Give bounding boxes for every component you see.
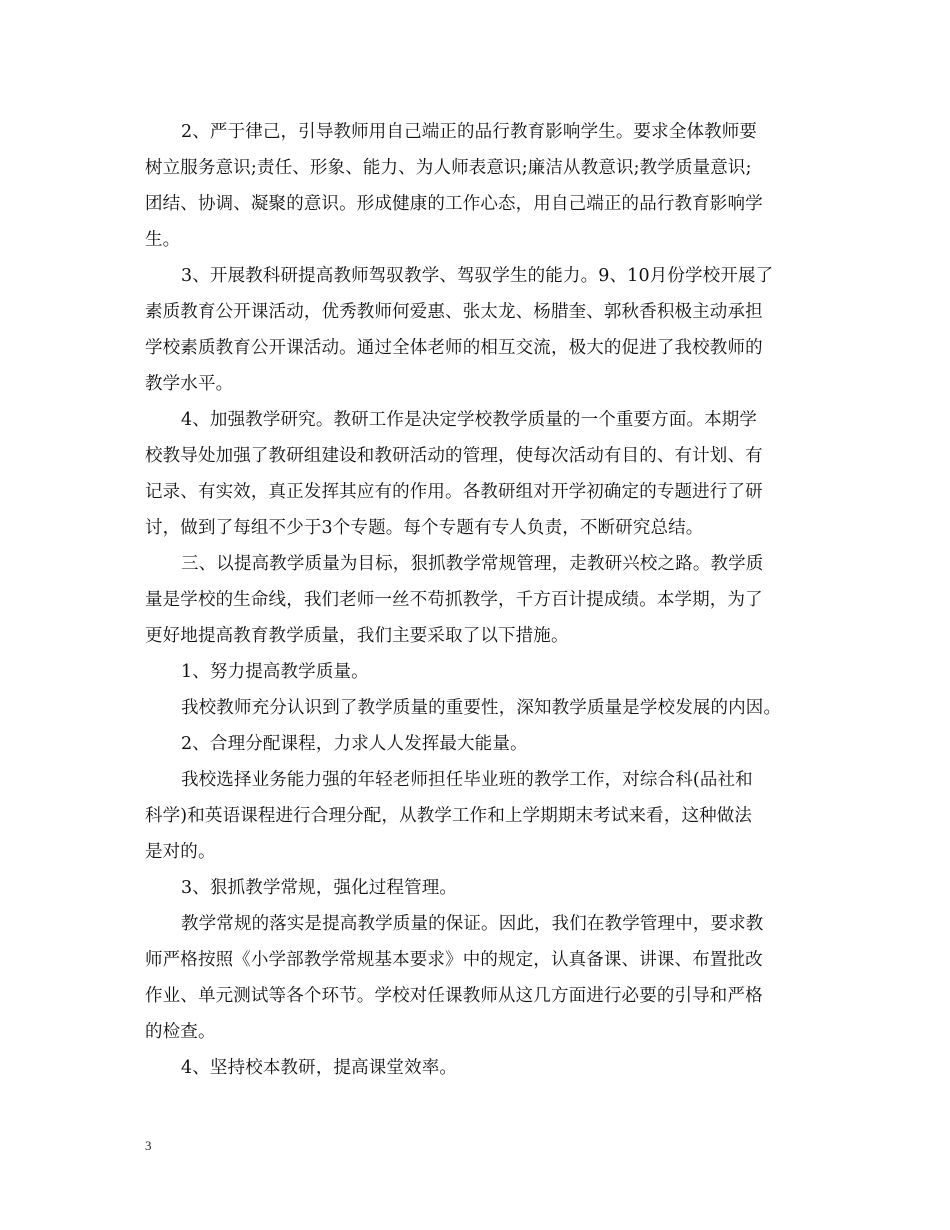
- text-line: 我校选择业务能力强的年轻老师担任毕业班的教学工作，对综合科(品社和: [181, 770, 753, 790]
- text-line: 树立服务意识;责任、形象、能力、为人师表意识;廉洁从教意识;教学质量意识;: [145, 158, 752, 178]
- text-line: 的检查。: [145, 1022, 216, 1042]
- text-line: 生。: [145, 230, 181, 250]
- text-line: 1、努力提高教学质量。: [181, 662, 369, 682]
- text-line: 4、坚持校本教研，提高课堂效率。: [181, 1058, 458, 1078]
- text-line: 记录、有实效，真正发挥其应有的作用。各教研组对开学初确定的专题进行了研: [145, 482, 763, 502]
- text-line: 教学水平。: [145, 374, 234, 394]
- text-line: 教学常规的落实是提高教学质量的保证。因此，我们在教学管理中，要求教: [181, 914, 764, 934]
- text-line: 3、开展教科研提高教师驾驭教学、驾驭学生的能力。9、10月份学校开展了: [181, 266, 774, 286]
- text-line: 量是学校的生命线，我们老师一丝不苟抓教学，千方百计提成绩。本学期，为了: [145, 590, 763, 610]
- page-number: 3: [145, 1138, 152, 1153]
- text-line: 2、严于律己，引导教师用自己端正的品行教育影响学生。要求全体教师要: [181, 122, 758, 142]
- text-line: 我校教师充分认识到了教学质量的重要性，深知教学质量是学校发展的内因。: [181, 698, 782, 718]
- text-line: 素质教育公开课活动，优秀教师何爱惠、张太龙、杨腊奎、郭秋香积极主动承担: [145, 302, 763, 322]
- text-line: 更好地提高教育教学质量，我们主要采取了以下措施。: [145, 626, 569, 646]
- text-line: 讨，做到了每组不少于3个专题。每个专题有专人负责，不断研究总结。: [145, 518, 704, 538]
- text-line: 4、加强教学研究。教研工作是决定学校教学质量的一个重要方面。本期学: [181, 410, 758, 430]
- text-line: 团结、协调、凝聚的意识。形成健康的工作心态，用自己端正的品行教育影响学: [145, 194, 763, 214]
- text-line: 学校素质教育公开课活动。通过全体老师的相互交流，极大的促进了我校教师的: [145, 338, 763, 358]
- text-line: 三、以提高教学质量为目标，狠抓教学常规管理，走教研兴校之路。教学质: [181, 554, 764, 574]
- text-line: 校教导处加强了教研组建设和教研活动的管理，使每次活动有目的、有计划、有: [145, 446, 763, 466]
- text-line: 2、合理分配课程，力求人人发挥最大能量。: [181, 734, 528, 754]
- text-line: 师严格按照《小学部教学常规基本要求》中的规定，认真备课、讲课、布置批改: [145, 950, 763, 970]
- text-line: 3、狠抓教学常规，强化过程管理。: [181, 878, 458, 898]
- text-line: 科学)和英语课程进行合理分配，从教学工作和上学期期末考试来看，这种做法: [145, 806, 753, 826]
- text-line: 是对的。: [145, 842, 216, 862]
- text-line: 作业、单元测试等各个环节。学校对任课教师从这几方面进行必要的引导和严格: [145, 986, 763, 1006]
